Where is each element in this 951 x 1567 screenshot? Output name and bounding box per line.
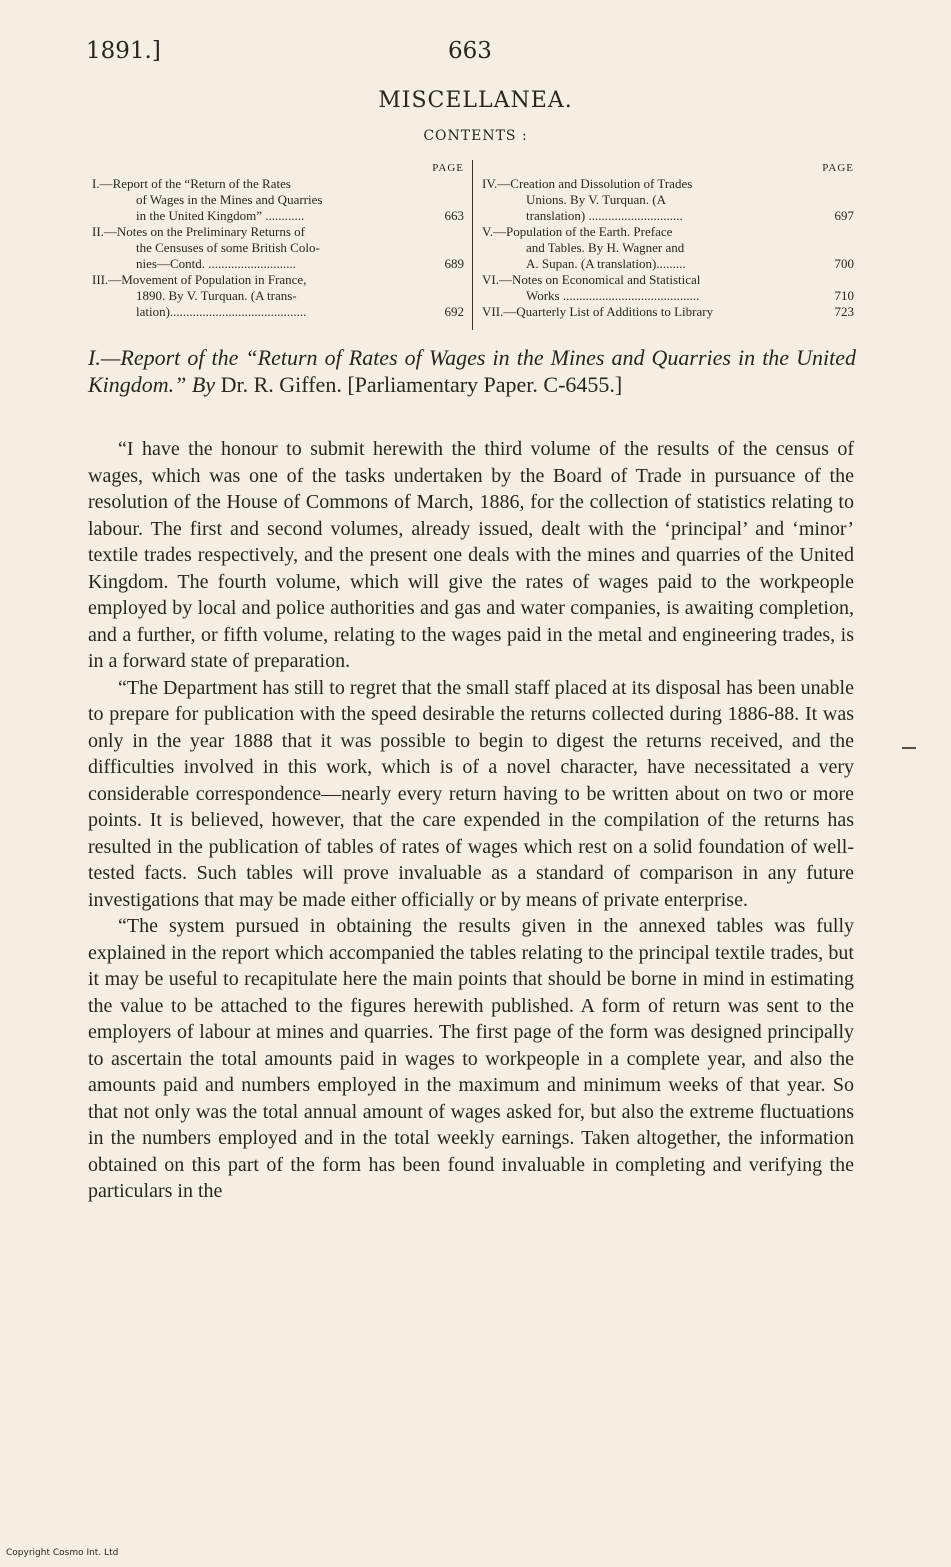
toc-page-number: 697 [834,208,854,223]
section-title: MISCELLANEA. [378,88,573,113]
toc-entry [482,304,854,320]
toc-line: nies—Contd. ........................... [136,256,296,271]
toc-line: II.—Notes on the Preliminary Returns of [92,224,306,239]
paragraph: “The Department has still to regret that the small staff placed at its disposal has been unable to prepare for publication with the speed desirable the returns collected during 1886-88. It was only in the year 1888 that it was possible to begin to digest the returns received, and the difficulties involved in this work, which is of a novel character, have necessitated a very considerable correspondence—nearly every return having to be written about on two or more points. It is believed, however, that the care expended in the compilation of the returns has resulted in the publication of tables of rates of wages which rest on a solid foundation of well-tested facts. Such tables will prove invaluable as a standard of comparison in any future investigations that may be made either officially or by means of private enterprise. [88,676,854,911]
paragraph: “The system pursued in obtaining the results given in the annexed tables was fully explained in the report which accompanied the tables relating to the principal textile trades, but it may be useful to recapitulate here the main points that should be borne in mind in estimating the value to be attached to the figures herewith published. A form of return was sent to the employers of labour at mines and quarries. The first page of the form was designed principally to ascertain the total amounts paid in wages to workpeople in a complete year, and also the amounts paid and numbers employed in the maximum and minimum weeks of that year. So that not only was the total annual amount of wages asked for, but also the extreme fluctuations in the numbers employed and in the total weekly earnings. Taken altogether, the information obtained on this part of the form has been found invaluable in completing and verifying the particulars in the [88,915,854,1202]
contents-label: CONTENTS : [423,128,528,144]
toc-page-number: 710 [834,288,854,303]
toc-line: translation) ............................. [526,208,683,223]
toc-line: of Wages in the Mines and Quarries [136,192,323,207]
toc-line: lation).......................................... [136,304,307,319]
paragraph: “I have the honour to submit herewith the third volume of the results of the census of wages, which was one of the tasks undertaken by the Board of Trade in pursuance of the resolution of the House of Commons of March, 1886, for the collection of statistics relating to labour. The first and second volumes, already issued, dealt with the ‘principal’ and ‘minor’ textile trades respectively, and the present one deals with the mines and quarries of the United Kingdom. The fourth volume, which will give the rates of wages paid to the workpeople employed by local and police authorities and gas and water companies, is awaiting completion, and a further, or fifth volume, relating to the wages paid in the metal and engineering trades, is in a forward state of preparation. [88,438,854,672]
page-column-label: PAGE [822,162,854,174]
article-title-text: I.—Report of the “Return of Rates of Wages in the Mines and Quarries in the United Kingdom.” By [88,345,856,397]
article-title [88,344,856,398]
toc-line: Works .......................................... [526,288,700,303]
copyright-notice: Copyright Cosmo Int. Ltd [6,1548,119,1558]
toc-line: V.—Population of the Earth. Preface [482,224,673,239]
page-column-label: PAGE [432,162,464,174]
toc-entry [92,224,464,272]
toc-line: IV.—Creation and Dissolution of Trades [482,176,693,191]
toc-line: VII.—Quarterly List of Additions to Library [482,304,714,319]
toc-entry [482,176,854,224]
toc-divider [472,160,473,330]
toc-entry [482,272,854,304]
toc-line: VI.—Notes on Economical and Statistical [482,272,701,287]
toc-page-number: 723 [834,304,854,319]
toc-line: III.—Movement of Population in France, [92,272,307,287]
toc-entry [92,176,464,224]
toc-right-column [482,160,854,320]
toc-page-number: 689 [444,256,464,271]
margin-mark [902,747,916,749]
toc-line: and Tables. By H. Wagner and [526,240,685,255]
toc-line: Unions. By V. Turquan. (A [526,192,667,207]
toc-line: 1890. By V. Turquan. (A trans- [136,288,297,303]
toc-line: in the United Kingdom” ............ [136,208,305,223]
article-body [88,436,854,1205]
toc-entry [482,224,854,272]
toc-left-column [92,160,464,320]
toc-line: the Censuses of some British Colo- [136,240,320,255]
page-number: 663 [448,38,492,64]
toc-page-number: 692 [444,304,464,319]
article-byline: Dr. R. Giffen. [Parliamentary Paper. C-6455.] [215,372,623,397]
toc-line: A. Supan. (A translation)......... [526,256,686,271]
toc-page-number: 663 [444,208,464,223]
toc-page-number: 700 [834,256,854,271]
toc-entry [92,272,464,320]
toc-line: I.—Report of the “Return of the Rates [92,176,291,191]
header-year: 1891.] [86,38,161,64]
